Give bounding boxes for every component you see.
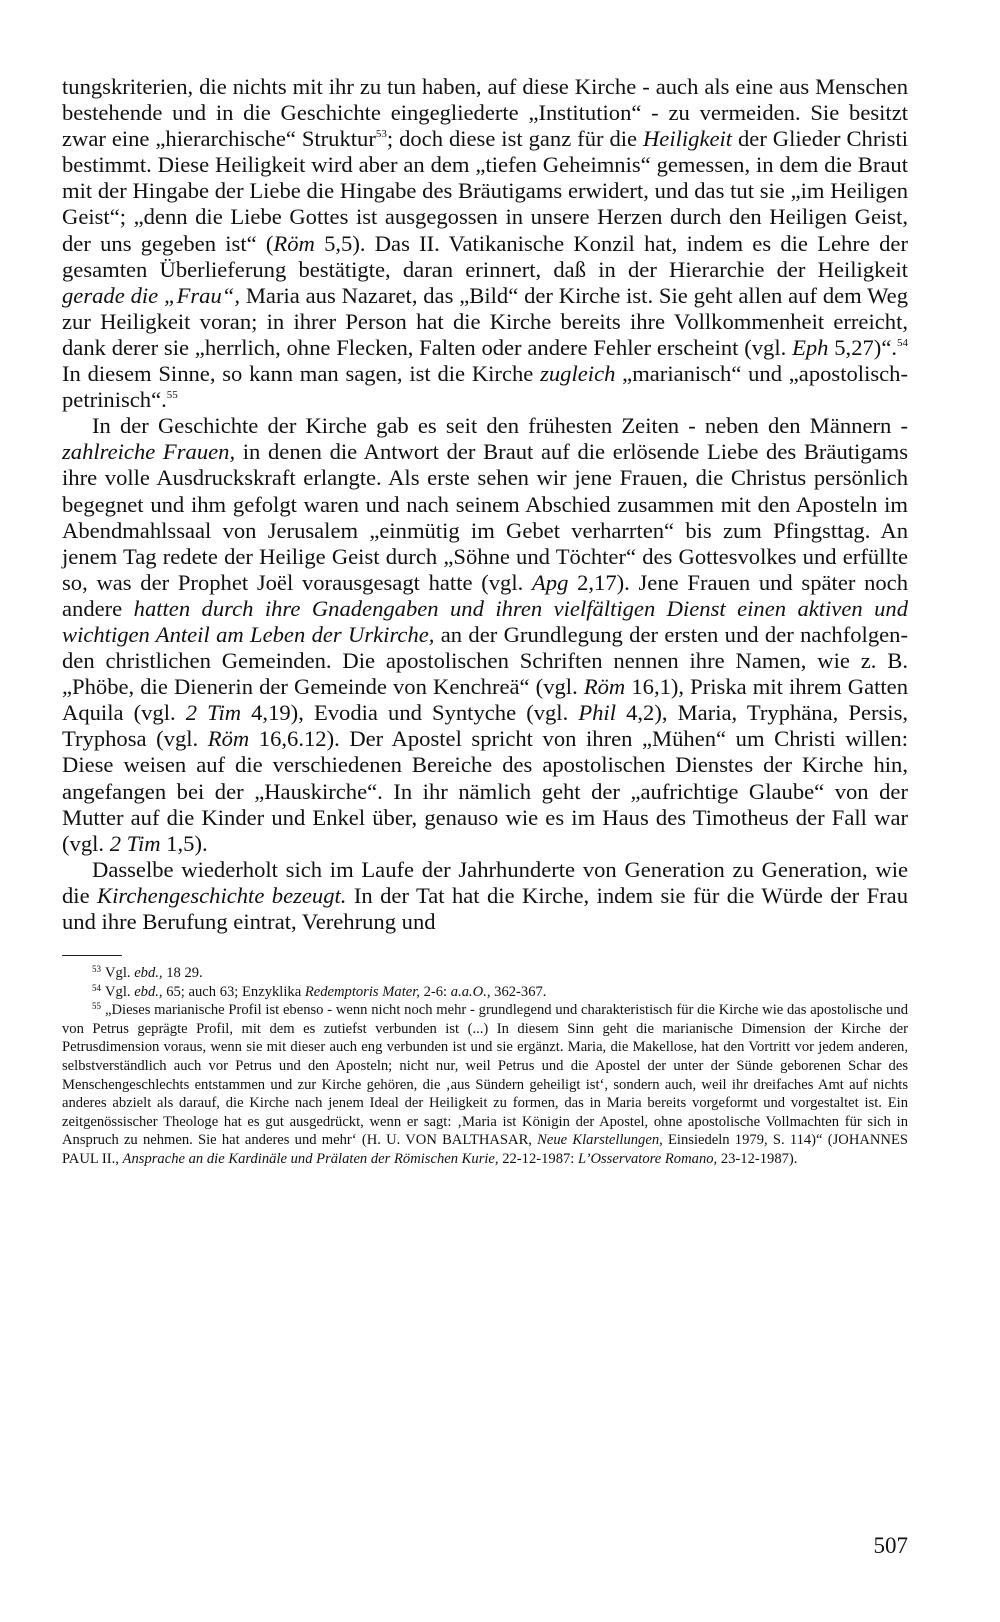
footnote-55: $^{55}$ „Dieses marianische Profil ist ebenso - wenn nicht noch mehr - grundlegend und charakteristisch für die Kirche wie das apostolische und von Petrus geprägte Profil, mit dem es zutiefst verbunden ist (...) In diesem Sinn geht die marianische Dimension der Kirche der Petrusdimension voraus, wenn sie mit dieser auch eng verbunden ist und sie ergänzt. Maria, die Makellose, hat den Vortritt vor jedem anderen, selbstverständlich auch vor Petrus und den Aposteln; nicht nur, weil Petrus und die Apostel der unter der Sünde geborenen Schar des Menschengeschlechts entstammen und zur Kirche gehören, die ‚aus Sündern geheiligt ist‘, sondern auch, weil ihr dreifaches Amt auf nichts anderes abzielt als darauf, die Kirche nach jenem Ideal der Heiligkeit zu formen, das in Maria bereits vorgeformt und vorgestaltet ist. Ein zeitgenössischer Theologe hat es gut ausgedrückt, wenn er sagt: ‚Maria ist Königin der Apostel, ohne apostolische Vollmachten für sich in Anspruch zu nehmen. Sie hat anderes und mehr‘ (H. U. VON BALTHASAR, Neue Klarstellungen, Einsiedeln 1979, S. 114)“ (JOHANNES PAUL II., Ansprache an die Kardinäle und Prälaten der Römischen Kurie, 22-12-1987: L’Osservatore Romano, 23-12-1987). — [62, 1001, 909, 1168]
footnotes — [62, 964, 908, 1169]
footnote-ref-55[interactable]: 55 — [166, 389, 178, 402]
page-content — [62, 74, 908, 1169]
footnote-number: 53 — [92, 964, 101, 975]
page-number: 507 — [873, 1533, 908, 1558]
paragraph-3: Dasselbe wiederholt sich im Laufe der Jahrhunderte von Generation zu Generation, wie die Kirchengeschichte bezeugt. In der Tat hat die Kirche, indem sie für die Würde der Frau und ihre Berufung eintrat, Verehrung und — [62, 856, 908, 934]
footnote-ref-53[interactable]: 53 — [375, 128, 387, 141]
footnote-54: $^{54}$ Vgl. ebd., 65; auch 63; Enzyklika Redemptoris Mater, 2-6: a.a.O., 362-367. — [92, 982, 547, 1000]
footnote-divider — [62, 955, 122, 956]
footnote-ref-54[interactable]: 54 — [897, 336, 908, 349]
paragraph-1: tungskriterien, die nichts mit ihr zu tun haben, auf diese Kirche - auch als eine aus Menschen bestehende und in die Geschichte eingegliederte „Institution“ - zu vermeiden. Sie besitzt zwar eine „hierarchische“ Struktur$^{53}$; doch diese ist ganz für die Heiligkeit der Glieder Christi bestimmt. Diese Heiligkeit wird aber an dem „tiefen Geheimnis“ gemessen, in dem die Braut mit der Hingabe der Liebe die Hingabe des Bräutigams erwidert, und das tut sie „im Heiligen Geist“; „denn die Liebe Gottes ist ausgegossen in unsere Herzen durch den Heiligen Geist, der uns gegeben ist“ (Röm 5,5). Das II. Vatikanische Konzil hat, indem es die Lehre der gesamten Überlieferung bestätigte, daran erinnert, daß in der Hierarchie der Heiligkeit gerade die „Frau“, Maria aus Nazaret, das „Bild“ der Kirche ist. Sie geht allen auf dem Weg zur Heiligkeit voran; in ihrer Person hat die Kirche bereits ihre Vollkommenheit erreicht, dank derer sie „herrlich, ohne Flecken, Falten oder andere Fehler erscheint (vgl. Eph 5,27)“.$^{54}$ In diesem Sinne, so kann man sagen, ist die Kirche zugleich „marianisch“ und „apostolisch-petrinisch“.$^{55}$ — [62, 74, 908, 413]
footnote-53: $^{53}$ Vgl. ebd., 18 29. — [92, 964, 203, 982]
footnote-number: 54 — [92, 982, 101, 993]
footnote-number: 55 — [92, 1001, 101, 1012]
main-text — [62, 74, 908, 935]
paragraph-2: In der Geschichte der Kirche gab es seit den frühesten Zeiten - neben den Männern - zahlreiche Frauen, in denen die Antwort der Braut auf die erlösende Liebe des Bräutigams ihre volle Ausdruckskraft erlangte. Als erste sehen wir jene Frauen, die Christus persönlich begegnet und ihm gefolgt waren und nach seinem Abschied zusammen mit den Aposteln im Abendmahlssaal von Jerusalem „einmütig im Gebet verharrten“ bis zum Pfingsttag. An jenem Tag redete der Heilige Geist durch „Söhne und Töchter“ des Gottesvolkes und erfüllte so, was der Prophet Joël vorausgesagt hatte (vgl. Apg 2,17). Jene Frauen und später noch andere hatten durch ihre Gnadengaben und ihren vielfältigen Dienst einen aktiven und wichtigen Anteil am Leben der Urkirche, an der Grundlegung der ersten und der nachfolgenden christlichen Gemeinden. Die apostolischen Schriften nennen ihre Namen, wie z. B. „Phöbe, die Dienerin der Gemeinde von Kenchreä“ (vgl. Röm 16,1), Priska mit ihrem Gatten Aquila (vgl. 2 Tim 4,19), Evodia und Syntyche (vgl. Phil 4,2), Maria, Tryphäna, Persis, Tryphosa (vgl. Röm 16,6.12). Der Apostel spricht von ihren „Mühen“ um Christi willen: Diese weisen auf die verschiedenen Bereiche des apostolischen Dienstes der Kirche hin, angefangen bei der „Hauskirche“. In ihr nämlich geht der „aufrichtige Glaube“ von der Mutter auf die Kinder und Enkel über, genauso wie es im Haus des Timotheus der Fall war (vgl. 2 Tim 1,5). — [62, 413, 909, 856]
